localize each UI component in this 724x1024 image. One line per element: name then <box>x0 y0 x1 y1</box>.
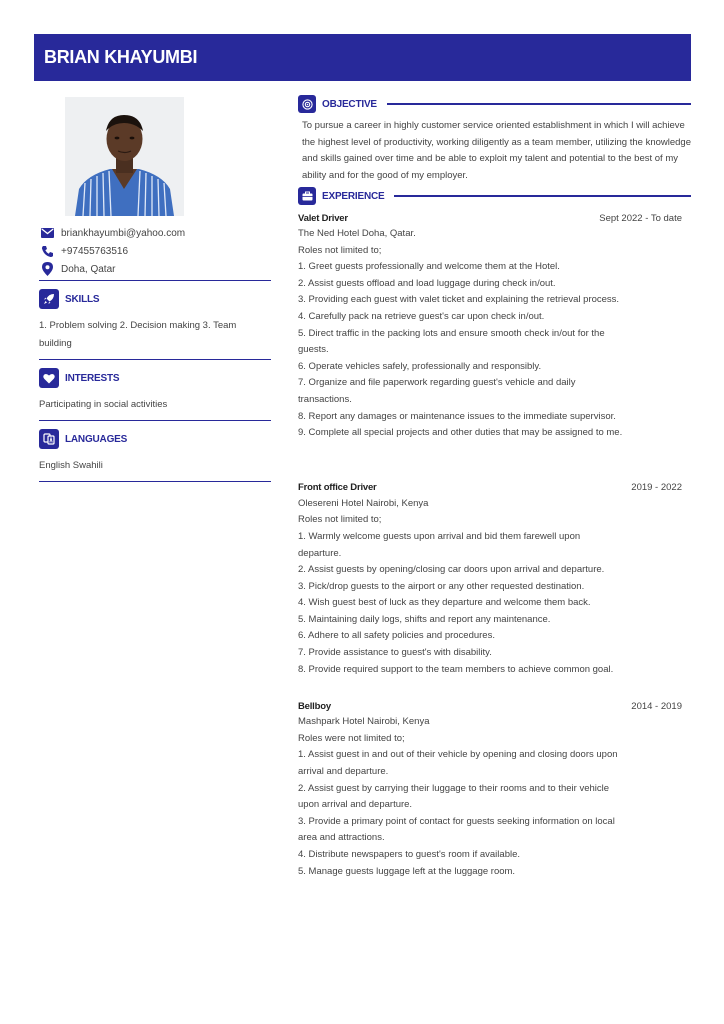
sidebar <box>39 97 271 490</box>
heading-rule <box>387 103 691 105</box>
resume-header <box>34 34 691 81</box>
objective-label: OBJECTIVE <box>322 98 377 110</box>
rocket-icon <box>39 289 59 309</box>
language-icon <box>39 429 59 449</box>
experience-list <box>298 210 691 880</box>
languages-label: LANGUAGES <box>65 433 128 445</box>
job-duty: 2. Assist guests by opening/closing car doors upon arrival and departure. <box>298 564 605 576</box>
email-text: briankhayumbi@yahoo.com <box>61 227 186 239</box>
languages-text: English Swahili <box>39 460 103 471</box>
job-date: 2014 - 2019 <box>631 700 682 712</box>
job-employer: Olesereni Hotel Nairobi, Kenya <box>298 497 429 509</box>
job-header <box>298 210 682 226</box>
job-title: Front office Driver <box>298 482 377 494</box>
job-header <box>298 480 682 496</box>
job-entry <box>298 210 682 442</box>
briefcase-icon <box>298 187 316 205</box>
experience-label: EXPERIENCE <box>322 190 385 202</box>
job-duty: 2. Assist guest by carrying their luggage to their rooms and to their vehicle upon arrival and departure. <box>298 782 610 811</box>
job-header <box>298 698 682 714</box>
job-duty: 7. Organize and file paperwork regarding guest's vehicle and daily transactions. <box>298 377 576 405</box>
job-duty: 5. Manage guests luggage left at the luggage room. <box>298 865 516 877</box>
divider <box>39 280 271 281</box>
job-duty: 6. Operate vehicles safely, professionally and responsibly. <box>298 360 542 372</box>
job-description <box>298 226 623 442</box>
job-employer: The Ned Hotel Doha, Qatar. <box>298 228 416 239</box>
job-duty: 1. Assist guest in and out of their vehicle by opening and closing doors upon arrival and departure. <box>298 749 618 778</box>
job-employer: Mashpark Hotel Nairobi, Kenya <box>298 716 430 728</box>
job-duty: 4. Distribute newspapers to guest's room if available. <box>298 849 521 860</box>
skills-text: 1. Problem solving 2. Decision making 3. Team building <box>39 320 237 349</box>
job-duty: 4. Wish guest best of luck as they departure and welcome them back. <box>298 597 591 609</box>
skills-heading <box>39 289 271 309</box>
job-duty: 1. Greet guests professionally and welcome them at the Hotel. <box>298 261 560 273</box>
target-icon <box>298 95 316 113</box>
job-title: Bellboy <box>298 700 331 712</box>
job-duty: Roles were not limited to; <box>298 732 405 744</box>
job-duty: Roles not limited to; <box>298 514 382 526</box>
interests-text: Participating in social activities <box>39 399 168 410</box>
experience-heading <box>298 186 691 206</box>
job-date: Sept 2022 - To date <box>599 212 682 224</box>
objective-text: To pursue a career in highly customer service oriented establishment in which I will achieve the highest level of productivity, working diligently as a team member, utilizing the knowledge and skills gained over time and be able to exploit my talent and potential to the best of my ability and for the good of my employer. <box>302 120 691 181</box>
main-content <box>298 94 691 880</box>
skills-label: SKILLS <box>65 293 100 305</box>
divider <box>39 420 271 421</box>
job-duty: 7. Provide assistance to guest's with disability. <box>298 647 492 659</box>
map-pin-icon <box>39 262 55 276</box>
job-duty: 6. Adhere to all safety policies and procedures. <box>298 630 495 642</box>
job-duty: 5. Maintaining daily logs, shifts and report any maintenance. <box>298 613 551 625</box>
location-text: Doha, Qatar <box>61 263 116 275</box>
objective-heading <box>298 94 691 114</box>
job-title: Valet Driver <box>298 212 348 224</box>
phone-text: +97455763516 <box>61 245 129 257</box>
job-entry <box>298 480 682 679</box>
job-duty: 4. Carefully pack na retrieve guest's car upon check in/out. <box>298 310 545 322</box>
contact-phone[interactable] <box>39 242 271 260</box>
job-duty: 3. Providing each guest with valet ticket and explaining the retrieval process. <box>298 294 620 306</box>
languages-heading <box>39 429 271 449</box>
interests-label: INTERESTS <box>65 372 120 384</box>
job-duty: 2. Assist guests offload and load luggage during check in/out. <box>298 277 556 289</box>
job-duty: 3. Provide a primary point of contact for guests seeking information on local area and attractions. <box>298 815 615 844</box>
profile-photo <box>65 97 184 216</box>
phone-icon <box>39 244 55 258</box>
job-duty: 8. Provide required support to the team members to achieve common goal. <box>298 663 614 675</box>
job-duty: 5. Direct traffic in the packing lots and ensure smooth check in/out for the guests. <box>298 327 605 356</box>
job-entry <box>298 698 682 880</box>
envelope-icon <box>39 226 55 240</box>
job-duty: 1. Warmly welcome guests upon arrival and bid them farewell upon departure. <box>298 530 581 559</box>
job-duty: 3. Pick/drop guests to the airport or any other requested destination. <box>298 580 585 592</box>
contact-info <box>39 224 271 278</box>
contact-email[interactable] <box>39 224 271 242</box>
candidate-name: BRIAN KHAYUMBI <box>44 47 198 67</box>
interests-heading <box>39 368 271 388</box>
job-duty: Roles not limited to; <box>298 244 382 256</box>
divider <box>39 481 271 482</box>
job-description <box>298 714 623 880</box>
heading-rule <box>394 195 691 197</box>
job-duty: 8. Report any damages or maintenance issues to the immediate supervisor. <box>298 410 616 422</box>
job-description <box>298 496 623 679</box>
job-date: 2019 - 2022 <box>631 482 682 494</box>
heart-icon <box>39 368 59 388</box>
divider <box>39 359 271 360</box>
contact-location <box>39 260 271 278</box>
job-duty: 9. Complete all special projects and other duties that may be assigned to me. <box>298 427 623 439</box>
